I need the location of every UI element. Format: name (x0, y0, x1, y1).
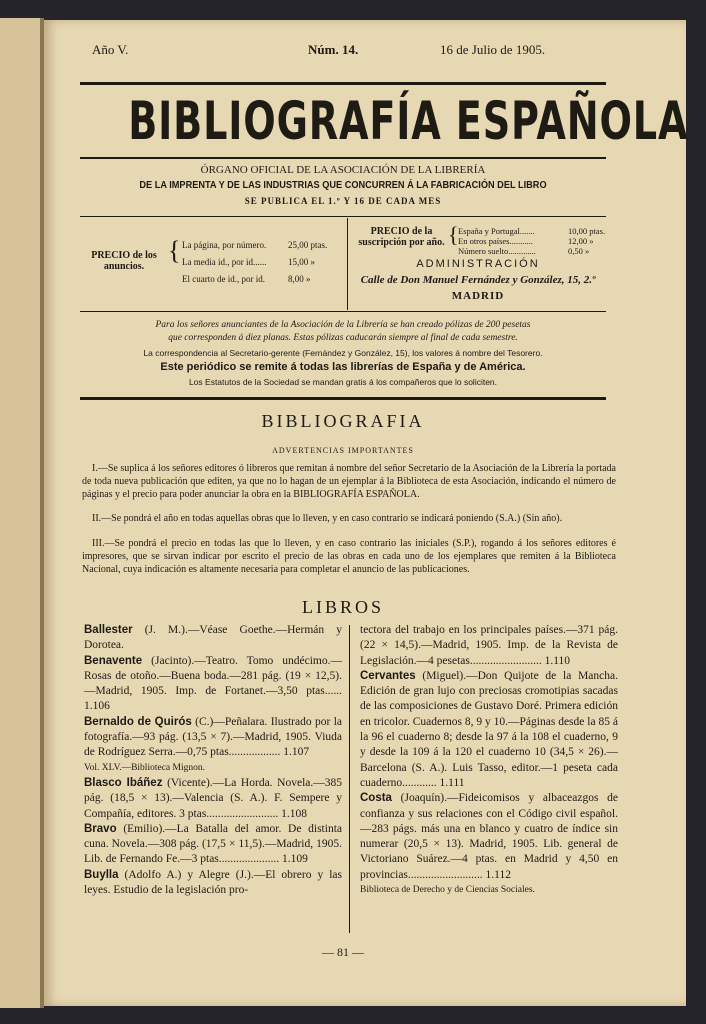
subs-item: En otros países........... (458, 236, 533, 246)
entry-text: Vol. XLV.—Biblioteca Mignon. (84, 762, 205, 773)
book-entry (84, 822, 342, 868)
admin-address: Calle de Don Manuel Fernández y González, 15, 2.º (360, 274, 596, 286)
ads-price: 8,00 » (288, 274, 311, 284)
section-rule (80, 397, 606, 400)
ads-price-label: PRECIO de los anuncios. (91, 250, 157, 272)
section-title: BIBLIOGRAFIA (261, 411, 425, 431)
prices-top-rule (80, 216, 606, 217)
admin-city: MADRID (451, 290, 505, 302)
advert-paragraph-2: II.—Se pondrá el año en todas aquellas obras que lo lleven, y en caso contrario se indicará poniendo (S.A.) (Sin año). (92, 513, 563, 524)
author: Costa (360, 792, 392, 805)
book-entry (84, 868, 342, 899)
author: Benavente (84, 654, 143, 667)
notice-line-3: La correspondencia al Secretario-gerente (Fernández y González, 15), los valores á nombre del Tesorero. (143, 348, 543, 358)
entry-text: (Emilio).—La Batalla del amor. De distinta cuna. Novela.—308 pág. (17,5 × 11,5).—Madrid, 1905. Lib. de Fernando Fe.—3 ptas..................... 1.109 (84, 822, 343, 866)
entry-text: (Adolfo A.) y Alegre (J.).—El obrero y las leyes. Estudio de la legislación pro- (84, 868, 342, 897)
column-divider (349, 625, 350, 933)
advert-paragraph-1: I.—Se suplica á los señores editores ó libreros que remitan á nombre del señor Secretario de la Asociación de la Librería la portada de toda nueva publicación que editen, ya que no lo hagan de un ejemplar á la Biblioteca de esta Asociación, indicando el número de páginas y el precio para poder anunciar la obra en la BIBLIOGRAFÍA ESPAÑOLA. (82, 463, 616, 500)
book-entry (84, 654, 342, 715)
entry-text: (J. M.).—Véase Goethe.—Hermán y Dorotea. (84, 624, 343, 652)
prices-divider (347, 218, 348, 310)
ads-price-list (182, 240, 327, 284)
ads-item: La media id., por id...... (182, 257, 267, 267)
author: Bernaldo de Quirós (84, 715, 192, 728)
book-entry (360, 791, 618, 883)
subs-price-label: PRECIO de la suscripción por año. (358, 226, 445, 248)
book-entry (84, 715, 342, 761)
ads-item: La página, por número. (182, 240, 267, 250)
author: Bravo (84, 822, 117, 835)
author: Buylla (84, 868, 119, 881)
entry-text: (C.)—Peñalara. Ilustrado por la fotografía.—93 pág. (13,5 × 7).—Madrid, 1905. Viuda de Rodríguez Serra.—0,75 ptas.................. 1.107 (84, 715, 342, 759)
series-note (360, 883, 618, 898)
ads-price: 15,00 » (288, 257, 315, 267)
subs-item: Número suelto............. (458, 246, 536, 256)
entry-text: Biblioteca de Derecho y de Ciencias Sociales. (360, 885, 535, 896)
masthead-title: BIBLIOGRAFÍA ESPAÑOLA (128, 89, 689, 152)
book-entry (84, 623, 342, 654)
left-column (84, 623, 342, 898)
notice-line-5: Los Estatutos de la Sociedad se mandan gratis á los compañeros que lo soliciten. (188, 377, 498, 387)
entry-text: (Joaquín).—Fideicomisos y albaceazgos de confianza y sus relaciones con el Código civil español.—283 págs. más una en blanco y cuatro de índice sin numerar (20,5 × 13). Madrid, 1905. Lib. general de Victoriano Suárez.—4 ptas. en Madrid y 4,50 en provincias.......................... 1.112 (360, 792, 618, 881)
advert-paragraph-3: III.—Se pondrá el precio en todas las que lo lleven, y en caso contrario las iniciales (S.P.), rogando á los señores editores é impresores, que se sirvan indicar por escrito el precio de las obras en cada uno de los ejemplares que remiten á la Biblioteca Nacional, cuya indicación es altamente necesaria para completar el anuncio de las publicaciones. (82, 538, 616, 575)
page-number: — 81 — (322, 945, 364, 959)
notice-line-4: Este periódico se remite á todas las librerías de España y de América. (160, 361, 526, 373)
year-label: Año V. (92, 42, 129, 57)
subs-price-list (458, 226, 605, 256)
admin-heading: ADMINISTRACIÓN (416, 258, 540, 270)
book-entry (84, 776, 342, 822)
notice-line-1: Para los señores anunciantes de la Asociación de la Librería se han creado pólizas de 200 pesetas (155, 320, 531, 330)
author: Cervantes (360, 669, 416, 682)
left-page-edge (0, 18, 44, 1008)
entry-text: (Miguel).—Don Quijote de la Mancha. Edición de gran lujo con preciosas cromotipias sacadas de las composiciones de Gustavo Doré. Primera edición en tricolor. Cuadernos 8, 9 y 10.—Páginas desde la 85 á la 96 el cuaderno 8; desde la 97 á la 108 el cuaderno, 9 y desde la 109 á la 120 el cuaderno 10 (34,5 × 26).—Barcelona (S. A.). Luis Tasso, editor.—1 peseta cada cuaderno............ 1.111 (360, 669, 618, 789)
issue-number: Núm. 14. (308, 42, 359, 57)
ads-brace: { (168, 236, 181, 265)
subs-price: 10,00 ptas. (568, 226, 606, 236)
series-note (84, 761, 342, 776)
ads-price: 25,00 ptas. (288, 240, 328, 250)
book-entry (360, 669, 618, 791)
top-rule (80, 82, 606, 85)
entry-text: (Jacinto).—Teatro. Tomo undécimo.—Rosas de otoño.—Buena boda.—281 pág. (19 × 12,5).—Madrid, 1905. Imp. de Fortanet.—3,50 ptas...... 1.106 (84, 654, 342, 713)
book-entry (360, 623, 618, 669)
author: Blasco Ibáñez (84, 776, 163, 789)
subs-brace: { (448, 222, 459, 247)
section-subtitle: ADVERTENCIAS IMPORTANTES (272, 446, 414, 455)
notice-line-2: que corresponden á diez planas. Estas pólizas caducarán siempre al final de cada semestre. (168, 333, 518, 343)
subs-price: 0,50 » (568, 246, 590, 256)
entry-text: tectora del trabajo en los principales países.—371 pág. (22 × 14,5).—Madrid, 1905. Imp. de la Revista de Legislación.—4 pesetas......................... 1.110 (360, 624, 618, 667)
prices-bottom-rule (80, 311, 606, 312)
libros-title: LIBROS (301, 597, 384, 617)
subtitle-organ: ÓRGANO OFICIAL DE LA ASOCIACIÓN DE LA LIBRERÍA (200, 164, 486, 176)
subs-price: 12,00 » (568, 236, 594, 246)
subtitle-industries: DE LA IMPRENTA Y DE LAS INDUSTRIAS QUE CONCURREN Á LA FABRICACIÓN DEL LIBRO (139, 180, 547, 191)
author: Ballester (84, 624, 133, 636)
subs-item: España y Portugal....... (458, 226, 535, 236)
masthead-rule (80, 157, 606, 159)
right-column (360, 623, 618, 898)
ads-item: El cuarto de id., por id. (182, 274, 265, 284)
entry-text: (Vicente).—La Horda. Novela.—385 pág. (18,5 × 13).—Valencia (S. A.). F. Sempere y Compañía, editores. 3 ptas......................... 1.108 (84, 776, 342, 820)
issue-date: 16 de Julio de 1905. (440, 42, 546, 57)
subtitle-schedule: SE PUBLICA EL 1.º Y 16 DE CADA MES (244, 196, 442, 206)
